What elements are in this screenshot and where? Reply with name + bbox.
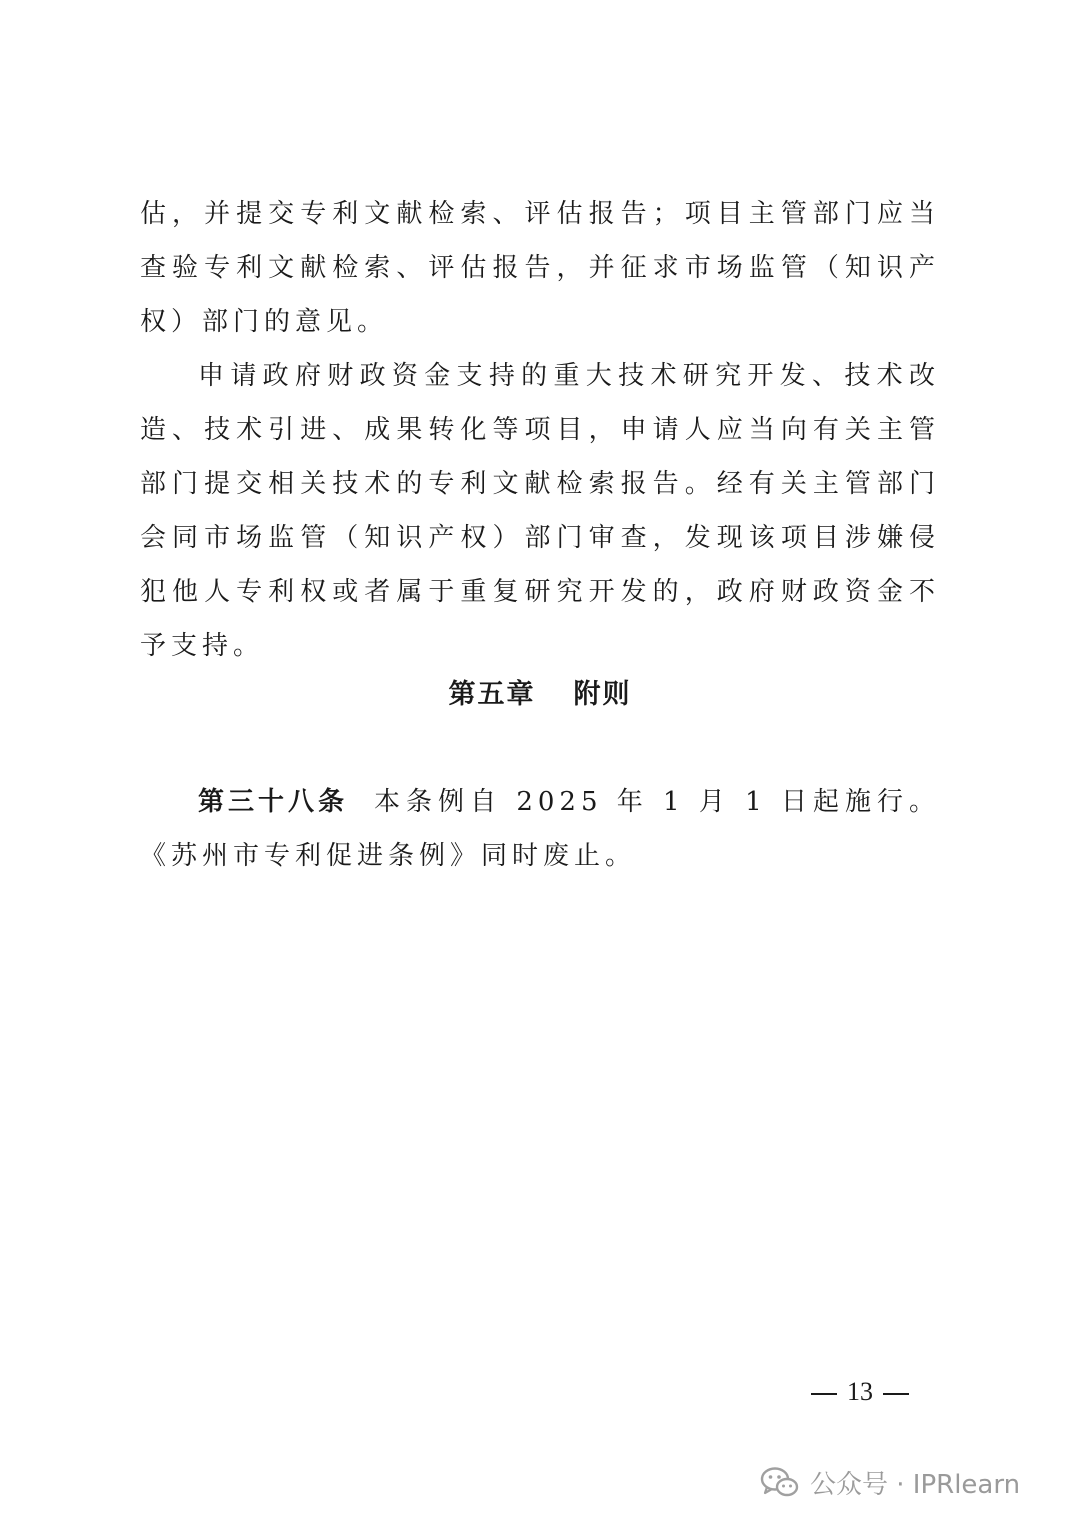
chapter-number: 第五章 <box>448 679 536 710</box>
article-label: 第三十八条 <box>198 787 349 817</box>
chapter-heading <box>0 668 1080 722</box>
page-number <box>800 1372 920 1412</box>
dash-right <box>883 1393 909 1395</box>
article-38 <box>140 775 940 883</box>
paragraph-continuation: 估，并提交专利文献检索、评估报告；项目主管部门应当查验专利文献检索、评估报告，并征求市场监管（知识产权）部门的意见。 <box>140 199 940 337</box>
chapter-title: 附则 <box>573 679 632 710</box>
watermark <box>760 1460 1020 1504</box>
watermark-text: 公众号 · IPRlearn <box>810 1469 1021 1500</box>
article-text: 本条例自 2025 年 1 月 1 日起施行。《苏州市专利促进条例》同时废止。 <box>140 787 940 871</box>
dash-left <box>811 1393 837 1395</box>
paragraph-funding-support: 申请政府财政资金支持的重大技术研究开发、技术改造、技术引进、成果转化等项目，申请人应当向有关主管部门提交相关技术的专利文献检索报告。经有关主管部门会同市场监管（知识产权）部门审查，发现该项目涉嫌侵犯他人专利权或者属于重复研究开发的，政府财政资金不予支持。 <box>140 361 940 661</box>
wechat-icon <box>760 1466 800 1498</box>
page-number-value: 13 <box>847 1377 873 1406</box>
